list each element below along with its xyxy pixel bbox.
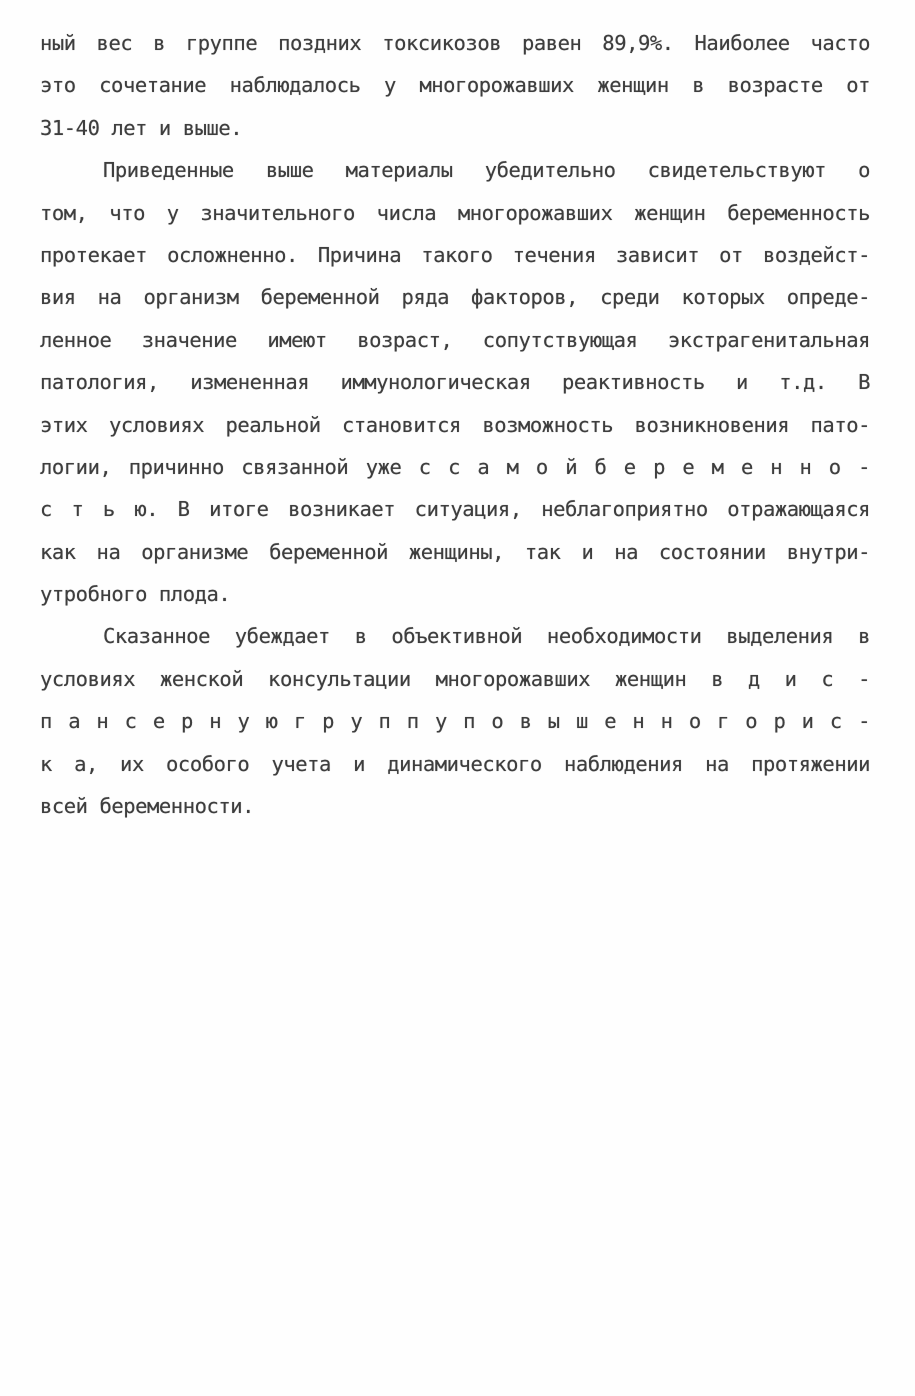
text-line: ный вес в группе поздних токсикозов равен 89,9%. Наиболее часто xyxy=(40,31,870,55)
paragraph-first-line: Приведенные выше материалы убедительно свидетельствуют о xyxy=(103,158,870,183)
text-line: протекает осложненно. Причина такого течения зависит от воздейст- xyxy=(40,242,870,267)
text-line: это сочетание наблюдалось у многорожавших женщин в возрасте от xyxy=(40,73,870,98)
text-line: ленное значение имеют возраст, сопутствующая экстрагенитальная xyxy=(40,327,870,352)
text-line: утробного плода. xyxy=(40,582,231,607)
text-line: 31-40 лет и выше. xyxy=(40,115,243,140)
text-line: п а н с е р н у ю г р у п п у п о в ы ш е н н о г о р и с - xyxy=(40,709,870,734)
body-text xyxy=(40,22,870,827)
paragraph-first-line: Сказанное убеждает в объективной необходимости выделения в xyxy=(103,624,870,649)
text-line: всей беременности. xyxy=(40,794,255,819)
text-line: этих условиях реальной становится возможность возникновения пато- xyxy=(40,412,870,437)
text-line: как на организме беременной женщины, так и на состоянии внутри- xyxy=(40,539,870,564)
text-line: условиях женской консультации многорожавших женщин в д и с - xyxy=(40,666,870,691)
text-line: с т ь ю. В итоге возникает ситуация, неблагоприятно отражающаяся xyxy=(40,497,870,522)
text-line: к а, их особого учета и динамического наблюдения на протяжении xyxy=(40,751,870,776)
text-line: логии, причинно связанной уже с с а м о й б е р е м е н н о - xyxy=(40,454,870,479)
text-line: патология, измененная иммунологическая реактивность и т.д. В xyxy=(40,370,870,395)
text-line: вия на организм беременной ряда факторов, среди которых опреде- xyxy=(40,285,870,310)
text-line: том, что у значительного числа многорожавших женщин беременность xyxy=(40,200,870,225)
